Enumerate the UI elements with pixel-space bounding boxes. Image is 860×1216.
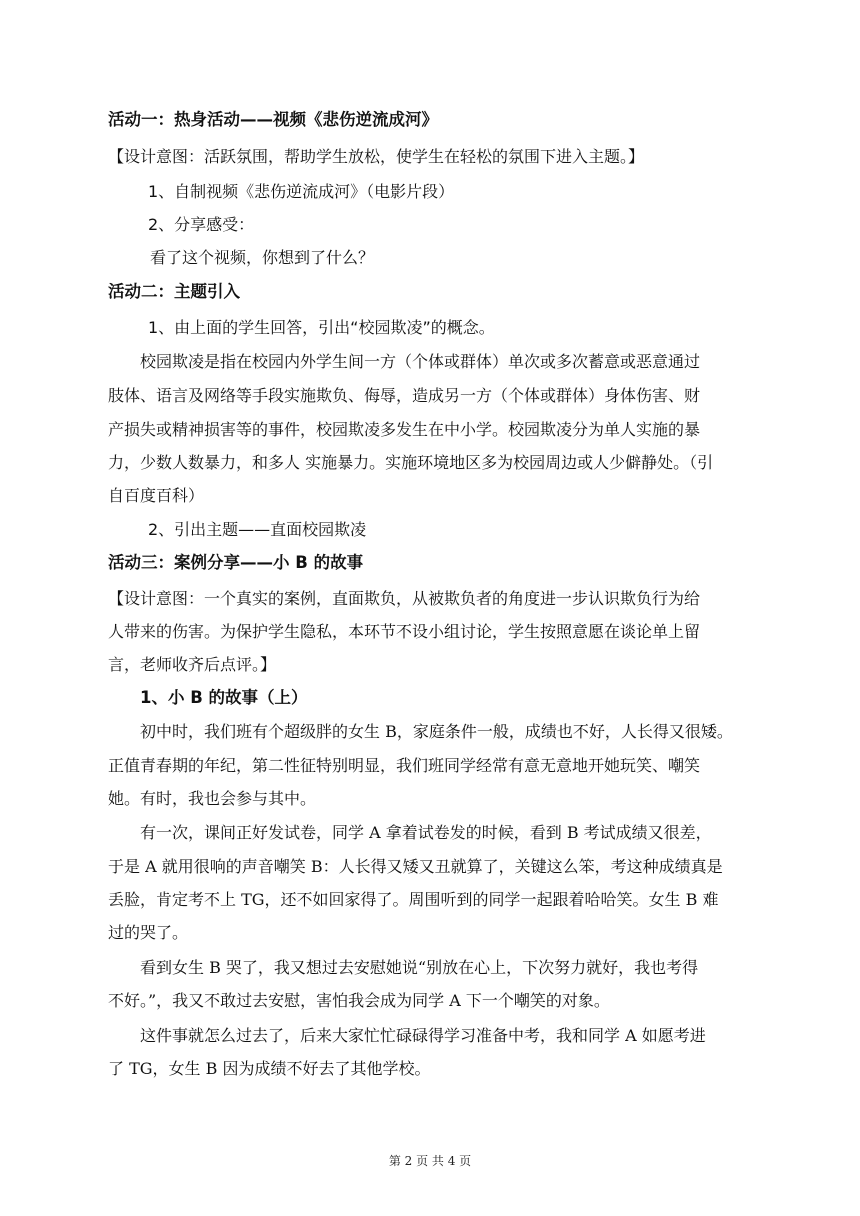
design-intent-3-line-1: 【设计意图：一个真实的案例，直面欺负，从被欺负者的角度进一步认识欺负行为给 bbox=[108, 589, 701, 608]
definition-line-2: 肢体、语言及网络等手段实施欺负、侮辱，造成另一方（个体或群体）身体伤害、财 bbox=[108, 386, 701, 405]
definition-line-5: 自百度百科） bbox=[108, 486, 205, 505]
page-number-footer: 第 2 页 共 4 页 bbox=[388, 1154, 472, 1168]
story-para-3-line-2: 不好。”，我又不敢过去安慰，害怕我会成为同学 A 下一个嘲笑的对象。 bbox=[108, 991, 610, 1010]
story-para-3-line-1: 看到女生 B 哭了，我又想过去安慰她说“别放在心上，下次努力就好，我也考得 bbox=[140, 958, 699, 977]
design-intent-3-line-3: 言，老师收齐后点评。】 bbox=[108, 655, 277, 674]
design-intent-3-line-2: 人带来的伤害。为保护学生隐私，本环节不设小组讨论，学生按照意愿在谈论单上留 bbox=[108, 622, 701, 641]
item-2-topic: 2、引出主题——直面校园欺凌 bbox=[148, 520, 367, 539]
activity-3-heading: 活动三：案例分享——小 B 的故事 bbox=[108, 553, 364, 572]
definition-line-3: 产损失或精神损害等的事件，校园欺凌多发生在中小学。校园欺凌分为单人实施的暴 bbox=[108, 420, 701, 439]
activity-2-heading: 活动二：主题引入 bbox=[108, 282, 240, 301]
story-para-1-line-2: 正值青春期的年纪，第二性征特别明显，我们班同学经常有意无意地开她玩笑、嘲笑 bbox=[108, 756, 701, 775]
story-para-4-line-2: 了 TG，女生 B 因为成绩不好去了其他学校。 bbox=[108, 1059, 431, 1078]
design-intent-1: 【设计意图：活跃氛围，帮助学生放松，使学生在轻松的氛围下进入主题。】 bbox=[108, 147, 645, 166]
question-text: 看了这个视频，你想到了什么？ bbox=[150, 248, 375, 267]
definition-line-1: 校园欺凌是指在校园内外学生间一方（个体或群体）单次或多次蓄意或恶意通过 bbox=[140, 352, 701, 371]
item-2-share: 2、分享感受： bbox=[148, 215, 255, 234]
story-para-2-line-2: 于是 A 就用很响的声音嘲笑 B：人长得又矮又丑就算了，关键这么笨，考这种成绩真是 bbox=[108, 857, 723, 876]
item-1-video: 1、自制视频《悲伤逆流成河》（电影片段） bbox=[148, 182, 455, 201]
story-para-2-line-3: 丢脸，肯定考不上 TG，还不如回家得了。周围听到的同学一起跟着哈哈笑。女生 B 难 bbox=[108, 890, 719, 909]
definition-line-4: 力，少数人数暴力，和多人 实施暴力。实施环境地区多为校园周边或人少僻静处。（引 bbox=[108, 453, 714, 472]
story-para-2-line-1: 有一次，课间正好发试卷，同学 A 拿着试卷发的时候，看到 B 考试成绩又很差， bbox=[140, 823, 712, 842]
story-para-1-line-1: 初中时，我们班有个超级胖的女生 B，家庭条件一般，成绩也不好，人长得又很矮。 bbox=[140, 722, 733, 741]
item-1-concept: 1、由上面的学生回答，引出“校园欺凌”的概念。 bbox=[148, 318, 495, 337]
story-para-2-line-4: 过的哭了。 bbox=[108, 923, 189, 942]
story-para-4-line-1: 这件事就怎么过去了，后来大家忙忙碌碌得学习准备中考，我和同学 A 如愿考进 bbox=[140, 1026, 706, 1045]
activity-1-heading: 活动一：热身活动——视频《悲伤逆流成河》 bbox=[108, 110, 438, 129]
story-para-1-line-3: 她。有时，我也会参与其中。 bbox=[108, 789, 317, 808]
story-part-1-heading: 1、小 B 的故事（上） bbox=[140, 688, 308, 707]
